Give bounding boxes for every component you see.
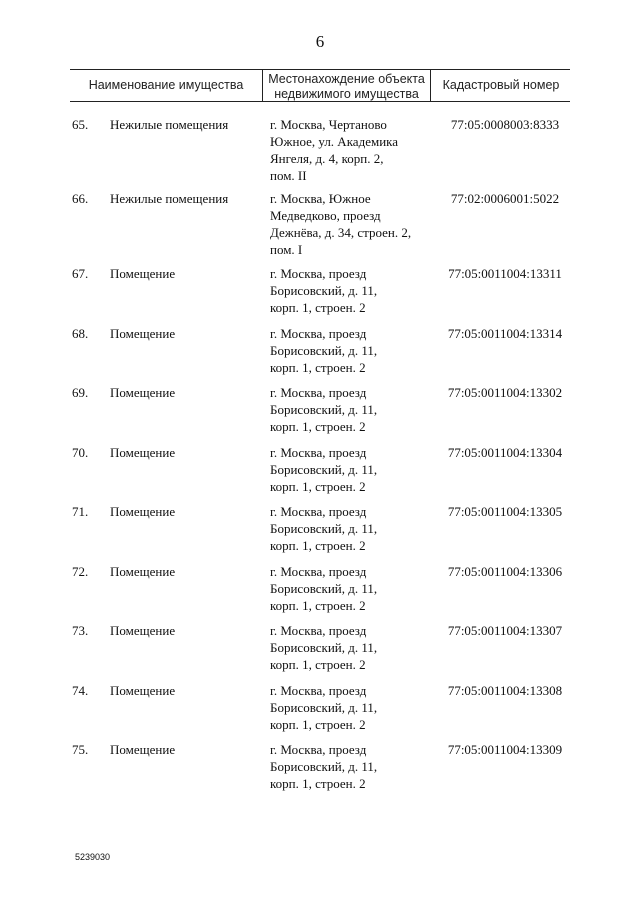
row-name: Помещение	[110, 266, 176, 281]
row-location-line: г. Москва, проезд	[270, 504, 367, 519]
row-location-line: корп. 1, строен. 2	[270, 598, 366, 613]
row-cadastral-number: 77:05:0008003:8333	[450, 117, 560, 132]
row-number: 67.	[72, 266, 89, 281]
row-location-line: корп. 1, строен. 2	[270, 776, 366, 791]
row-location-line: Медведково, проезд	[270, 208, 381, 223]
row-name: Нежилые помещения	[110, 117, 229, 132]
row-location-line: корп. 1, строен. 2	[270, 479, 366, 494]
row-location-line: корп. 1, строен. 2	[270, 657, 366, 672]
row-location	[270, 622, 430, 673]
row-location-line: Дежнёва, д. 34, строен. 2,	[270, 225, 412, 240]
row-name: Помещение	[110, 623, 176, 638]
row-cadastral-number: 77:05:0011004:13309	[447, 742, 563, 757]
row-location-line: пом. II	[270, 168, 307, 183]
row-cadastral-number: 77:05:0011004:13304	[447, 445, 563, 460]
row-location-line: Борисовский, д. 11,	[270, 283, 378, 298]
row-name: Помещение	[110, 683, 176, 698]
row-location-line: Борисовский, д. 11,	[270, 343, 378, 358]
row-number: 74.	[72, 683, 89, 698]
row-cadastral-number: 77:05:0011004:13305	[447, 504, 563, 519]
row-location-line: г. Москва, проезд	[270, 742, 367, 757]
row-cadastral-number: 77:02:0006001:5022	[450, 191, 560, 206]
row-cadastral-number: 77:05:0011004:13302	[447, 385, 563, 400]
row-location-line: корп. 1, строен. 2	[270, 717, 366, 732]
row-location	[270, 190, 430, 258]
row-cadastral-number: 77:05:0011004:13314	[447, 326, 563, 341]
row-location-line: корп. 1, строен. 2	[270, 300, 366, 315]
row-location	[270, 384, 430, 435]
row-location-line: Южное, ул. Академика	[270, 134, 399, 149]
row-cadastral-number: 77:05:0011004:13311	[448, 266, 562, 281]
header-cadastral: Кадастровый номер	[442, 78, 560, 92]
row-location-line: г. Москва, проезд	[270, 445, 367, 460]
row-location	[270, 325, 430, 376]
row-location-line: г. Москва, Чертаново	[270, 117, 387, 132]
header-top-rule	[70, 69, 570, 70]
header-location	[265, 72, 428, 102]
row-location-line: пом. I	[270, 242, 303, 257]
row-number: 75.	[72, 742, 89, 757]
row-location	[270, 265, 430, 316]
header-name: Наименование имущества	[88, 78, 244, 92]
row-location-line: г. Москва, проезд	[270, 683, 367, 698]
header-divider-1	[262, 70, 263, 101]
row-cadastral-number: 77:05:0011004:13307	[447, 623, 563, 638]
row-number: 65.	[72, 117, 89, 132]
row-name: Помещение	[110, 564, 176, 579]
row-location-line: г. Москва, проезд	[270, 266, 367, 281]
row-location-line: Борисовский, д. 11,	[270, 402, 378, 417]
header-bottom-rule	[70, 101, 570, 102]
header-location-line2: недвижимого имущества	[274, 87, 419, 101]
row-location-line: г. Москва, проезд	[270, 623, 367, 638]
row-location-line: Янгеля, д. 4, корп. 2,	[270, 151, 384, 166]
page-number: 6	[315, 32, 325, 51]
row-location-line: Борисовский, д. 11,	[270, 700, 378, 715]
row-number: 68.	[72, 326, 89, 341]
row-location	[270, 444, 430, 495]
row-location-line: корп. 1, строен. 2	[270, 360, 366, 375]
row-name: Помещение	[110, 504, 176, 519]
row-cadastral-number: 77:05:0011004:13306	[447, 564, 563, 579]
header-divider-2	[430, 70, 431, 101]
row-name: Помещение	[110, 445, 176, 460]
row-location-line: Борисовский, д. 11,	[270, 581, 378, 596]
row-number: 66.	[72, 191, 89, 206]
row-location-line: Борисовский, д. 11,	[270, 759, 378, 774]
row-location	[270, 503, 430, 554]
row-location	[270, 563, 430, 614]
row-number: 70.	[72, 445, 89, 460]
row-number: 73.	[72, 623, 89, 638]
row-number: 72.	[72, 564, 89, 579]
header-location-line1: Местонахождение объекта	[268, 72, 425, 86]
row-location-line: г. Москва, проезд	[270, 326, 367, 341]
row-number: 69.	[72, 385, 89, 400]
footer-code: 5239030	[75, 852, 111, 862]
row-name: Помещение	[110, 326, 176, 341]
row-name: Помещение	[110, 385, 176, 400]
row-location	[270, 116, 430, 184]
row-name: Нежилые помещения	[110, 191, 229, 206]
row-location-line: Борисовский, д. 11,	[270, 521, 378, 536]
row-location-line: Борисовский, д. 11,	[270, 640, 378, 655]
row-location-line: Борисовский, д. 11,	[270, 462, 378, 477]
row-cadastral-number: 77:05:0011004:13308	[447, 683, 563, 698]
row-location	[270, 682, 430, 733]
row-location-line: г. Москва, проезд	[270, 564, 367, 579]
row-location-line: корп. 1, строен. 2	[270, 419, 366, 434]
row-location	[270, 741, 430, 792]
row-number: 71.	[72, 504, 89, 519]
row-location-line: г. Москва, проезд	[270, 385, 367, 400]
row-location-line: корп. 1, строен. 2	[270, 538, 366, 553]
row-location-line: г. Москва, Южное	[270, 191, 371, 206]
row-name: Помещение	[110, 742, 176, 757]
